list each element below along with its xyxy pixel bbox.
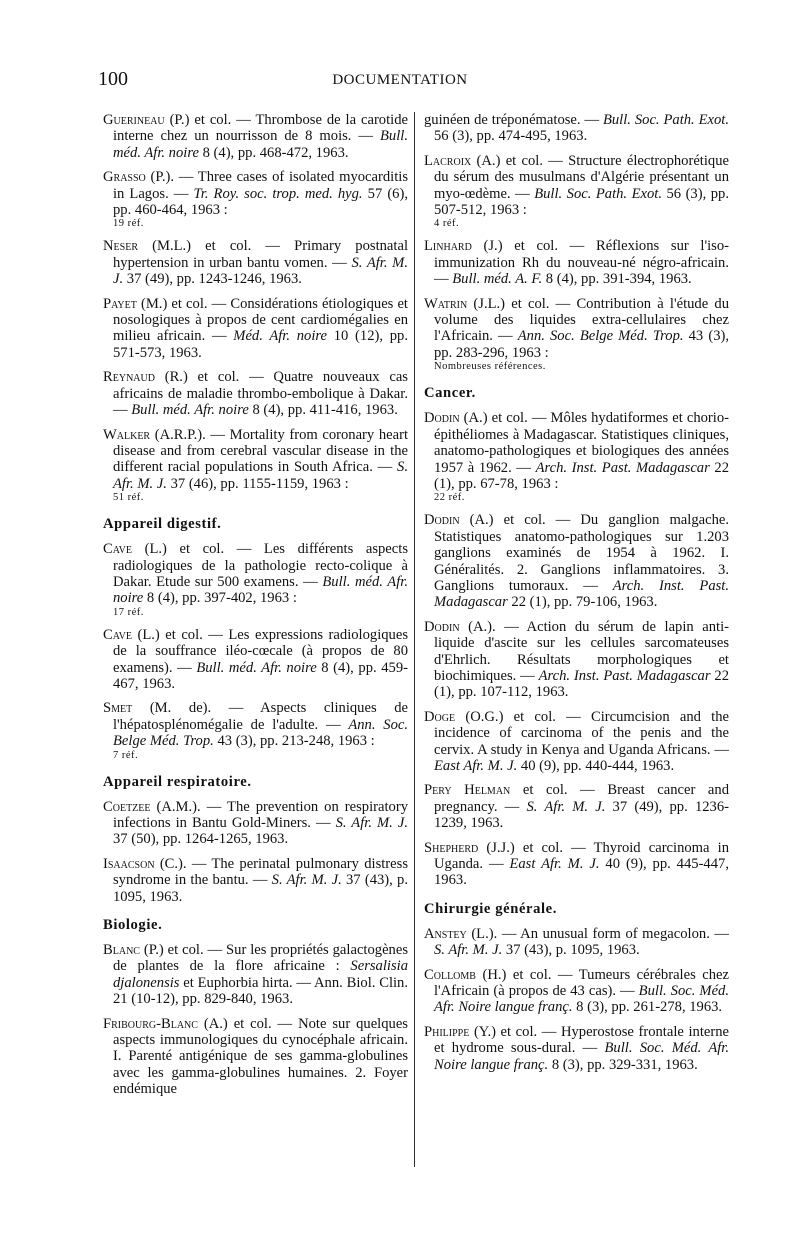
entry-journal: S. Afr. M. J. <box>113 459 408 492</box>
entry-author: Walker <box>103 426 151 443</box>
entry-author: Philippe <box>424 1023 470 1040</box>
entry-tail: 57 (6), pp. 460-464, 1963 : <box>113 185 408 219</box>
entry-tail: 56 (3), pp. 474-495, 1963. <box>434 128 588 145</box>
entry-journal: Bull. méd. Afr. noire <box>113 573 408 607</box>
entry-reference-count: 17 réf. <box>113 606 144 618</box>
bibliography-entry <box>103 238 408 287</box>
entry-text: (R.) et col. — Quatre nouveaux cas africains de maladie thrombo-embolique à Dakar. — <box>113 369 408 419</box>
entry-text: (L.) et col. — Les expressions radiologiques de la souffrance iléo-cœcale (à propos de 80 examens). — <box>113 626 408 676</box>
entry-reference-count: Nombreuses références. <box>434 361 546 373</box>
entry-author: Payet <box>103 295 137 312</box>
entry-journal: Sersalisia djalonensis <box>113 958 408 991</box>
entry-tail: 56 (3), pp. 507-512, 1963 : <box>434 185 729 219</box>
bibliography-entry <box>424 782 729 831</box>
entry-text: (P.) et col. — Thrombose de la carotide interne chez un nourrisson de 8 mois. — <box>113 112 408 145</box>
bibliography-entry <box>424 619 729 701</box>
entry-text: (A.) et col. — Du ganglion malgache. Statistiques anatomo-pathologiques sur 1.203 ganglions examinés de 1954 à 1962. I. Généralités. 2. Ganglions inflammatoires. 3. Ganglions tumoraux. — <box>434 512 729 594</box>
bibliography-entry <box>424 967 729 1016</box>
bibliography-entry <box>103 1016 408 1098</box>
entry-tail: 22 (1), pp. 107-112, 1963. <box>434 667 729 701</box>
bibliography-entry <box>103 369 408 418</box>
entry-journal: S. Afr. M. J. <box>335 815 408 831</box>
entry-author: Smet <box>103 700 133 717</box>
entry-text: (A.). — Action du sérum de lapin anti-liquide d'ascite sur les cellules sarcomateuses d'Ehrlich. Résultats morphologiques et biochimiques. — <box>434 618 729 684</box>
entry-journal: Méd. Afr. noire <box>233 328 327 345</box>
entry-text: (Y.) et col. — Hyperostose frontale interne et hydrome sous-dural. — <box>434 1023 729 1057</box>
bibliography-entry <box>424 926 729 959</box>
bibliography-entry <box>424 512 729 610</box>
entry-journal: Bull. Soc. Méd. Afr. Noire langue franç. <box>434 1040 729 1073</box>
entry-journal: Arch. Inst. Past. Madagascar <box>538 667 711 684</box>
entry-text: (J.L.) et col. — Contribution à l'étude du volume des liquides extra-cellulaires chez l'Africain. — <box>434 295 729 345</box>
entry-journal: East Afr. M. J. <box>434 758 518 774</box>
section-heading: Appareil respiratoire. <box>103 773 252 790</box>
bibliography-entry <box>424 1024 729 1073</box>
bibliography-entry <box>103 856 408 905</box>
entry-tail: 37 (43), p. 1095, 1963. <box>113 872 408 905</box>
entry-journal: Bull. méd. Afr. noire <box>196 659 317 676</box>
entry-journal: Bull. Soc. Path. Exot. <box>602 112 729 128</box>
entry-reference-count: 19 réf. <box>113 218 144 230</box>
section-heading: Appareil digestif. <box>103 516 222 533</box>
entry-text: (H.) et col. — Tumeurs cérébrales chez l'Africain (à propos de 43 cas). — <box>434 966 729 1000</box>
entry-text: (P.). — Three cases of isolated myocarditis in Lagos. — <box>113 169 408 202</box>
entry-tail: 8 (4), pp. 459-467, 1963. <box>113 659 408 692</box>
bibliography-entry <box>424 296 729 374</box>
entry-tail: et Euphorbia hirta. — Ann. Biol. Clin. 21 (10-12), pp. 829-840, 1963. <box>113 974 408 1008</box>
entry-tail: 37 (43), p. 1095, 1963. <box>502 942 640 959</box>
bibliography-entry <box>424 112 729 145</box>
bibliography-entry <box>103 112 408 161</box>
entry-author: Coetzee <box>103 798 151 815</box>
entry-tail: 10 (12), pp. 571-573, 1963. <box>113 328 408 361</box>
entry-tail: 22 (1), pp. 67-78, 1963 : <box>434 459 730 492</box>
entry-journal: Bull. Soc. Méd. Afr. Noire langue franç. <box>434 983 729 1016</box>
entry-author: Reynaud <box>103 369 155 386</box>
entry-journal: Bull. méd. A. F. <box>452 271 543 288</box>
entry-tail: 37 (49), pp. 1243-1246, 1963. <box>123 271 302 288</box>
entry-journal: Tr. Roy. soc. trop. med. hyg. <box>193 185 363 202</box>
bibliography-entry <box>103 799 408 848</box>
bibliography-entry <box>424 410 729 504</box>
entry-author: Linhard <box>424 238 472 255</box>
column-divider <box>414 112 415 1167</box>
entry-journal: Arch. Inst. Past. Madagascar <box>535 459 710 476</box>
entry-tail: 22 (1), pp. 79-106, 1963. <box>507 594 658 611</box>
bibliography-entry <box>103 169 408 230</box>
entry-text: (L.) et col. — Les différents aspects radiologiques de la pathologie recto-colique à Dakar. Etude sur 500 examens. — <box>113 541 408 590</box>
entry-text: (A.M.). — The prevention on respiratory infections in Bantu Gold-Miners. — <box>113 798 408 831</box>
entry-author: Dodin <box>424 512 460 529</box>
bibliography-entry <box>103 942 408 1008</box>
entry-text: guinéen de tréponématose. — <box>424 112 603 128</box>
entry-text: (P.) et col. — Sur les propriétés galactogènes de plantes de la flore africaine : <box>113 942 408 975</box>
bibliography-entry <box>103 427 408 505</box>
bibliography-entry <box>424 840 729 889</box>
section-heading: Biologie. <box>103 917 163 934</box>
bibliography-entry <box>103 296 408 362</box>
entry-author: Neser <box>103 238 138 255</box>
entry-journal: S. Afr. M. J. <box>271 872 342 889</box>
bibliography-entry <box>103 700 408 761</box>
entry-author: Grasso <box>103 169 146 186</box>
entry-tail: 43 (3), pp. 213-248, 1963 : <box>213 733 375 750</box>
entry-author: Cave <box>103 541 132 558</box>
entry-tail: 37 (46), pp. 1155-1159, 1963 : <box>166 475 349 492</box>
entry-tail: 43 (3), pp. 283-296, 1963 : <box>434 328 729 361</box>
entry-reference-count: 51 réf. <box>113 492 144 504</box>
entry-text: et col. — Breast cancer and pregnancy. — <box>434 782 729 815</box>
bibliography-entry <box>103 627 408 693</box>
bibliography-entry <box>424 153 729 231</box>
entry-journal: East Afr. M. J. <box>509 856 600 873</box>
entry-tail: 8 (4), pp. 468-472, 1963. <box>198 144 349 161</box>
entry-tail: 40 (9), pp. 445-447, 1963. <box>434 856 729 889</box>
entry-journal: Bull. méd. Afr. noire <box>131 402 249 419</box>
entry-tail: 8 (4), pp. 411-416, 1963. <box>248 402 398 419</box>
entry-tail: 8 (4), pp. 397-402, 1963 : <box>143 590 297 607</box>
entry-reference-count: 4 réf. <box>434 218 460 230</box>
bibliography-entry <box>424 238 729 287</box>
entry-author: Dodin <box>424 618 460 635</box>
entry-author: Lacroix <box>424 152 472 169</box>
entry-author: Isaacson <box>103 855 155 872</box>
entry-text: (C.). — The perinatal pulmonary distress syndrome in the bantu. — <box>113 855 408 889</box>
entry-author: Fribourg-Blanc <box>103 1015 198 1032</box>
entry-text: (L.). — An unusual form of megacolon. — <box>466 925 729 942</box>
entry-text: (J.J.) et col. — Thyroid carcinoma in Uganda. — <box>434 839 729 873</box>
entry-journal: S. Afr. M. J. <box>113 254 408 288</box>
entry-tail: 37 (49), pp. 1236-1239, 1963. <box>434 798 729 832</box>
right-column <box>424 112 729 1081</box>
entry-author: Shepherd <box>424 839 479 856</box>
entry-author: Cave <box>103 626 132 643</box>
entry-author: Watrin <box>424 295 468 312</box>
entry-text: (M. de). — Aspects cliniques de l'hépatosplénomégalie de l'adulte. — <box>113 700 408 733</box>
entry-text: (A.) et col. — Structure électrophorétique du sérum des musulmans d'Algérie présentant un myo-œdème. — <box>434 152 729 202</box>
entry-journal: Arch. Inst. Past. Madagascar <box>434 577 729 611</box>
entry-tail: 37 (50), pp. 1264-1265, 1963. <box>113 831 289 848</box>
entry-author: Collomb <box>424 966 476 983</box>
entry-reference-count: 22 réf. <box>434 492 465 504</box>
entry-text: (O.G.) et col. — Circumcision and the incidence of carcinoma of the penis and the cervix. A study in Kenya and Uganda Africans. — <box>434 708 729 758</box>
entry-journal: Ann. Soc. Belge Méd. Trop. <box>113 716 408 750</box>
entry-reference-count: 7 réf. <box>113 749 139 761</box>
entry-text: (A.R.P.). — Mortality from coronary heart disease and from cerebral vascular disease in the different racial populations in South Africa. — <box>113 426 408 476</box>
entry-text: (A.) et col. — Môles hydatiformes et chorio-épithéliomes à Madagascar. Statistiques cliniques, anatomo-pathologiques et biologiques des années 1957 à 1962. — <box>434 410 729 476</box>
entry-text: (J.) et col. — Réflexions sur l'iso-immunization Rh du nouveau-né négro-africain. — <box>434 238 729 288</box>
entry-text: (M.L.) et col. — Primary postnatal hypertension in urban bantu vomen. — <box>113 238 408 271</box>
entry-tail: 8 (3), pp. 261-278, 1963. <box>572 999 723 1016</box>
running-title: DOCUMENTATION <box>332 72 468 88</box>
bibliography-entry <box>424 709 729 775</box>
bibliography-entry <box>103 541 408 619</box>
entry-author: Doge <box>424 708 456 725</box>
entry-journal: Bull. méd. Afr. noire <box>113 128 408 161</box>
entry-author: Guerineau <box>103 112 165 128</box>
entry-tail: 8 (3), pp. 329-331, 1963. <box>548 1056 698 1073</box>
entry-tail: 40 (9), pp. 440-444, 1963. <box>517 758 675 774</box>
entry-author: Anstey <box>424 925 467 942</box>
entry-tail: 8 (4), pp. 391-394, 1963. <box>542 271 692 288</box>
entry-journal: S. Afr. M. J. <box>434 942 503 959</box>
entry-author: Blanc <box>103 942 140 959</box>
section-heading: Cancer. <box>424 385 476 402</box>
entry-journal: S. Afr. M. J. <box>526 798 606 815</box>
section-heading: Chirurgie générale. <box>424 900 557 917</box>
entry-text: (M.) et col. — Considérations étiologiques et nosologiques à propos de cent cardiomégalies en milieu africain. — <box>113 295 408 345</box>
entry-author: Pery Helman <box>424 782 511 799</box>
page-number: 100 <box>98 68 128 90</box>
entry-journal: Bull. Soc. Path. Exot. <box>534 185 662 202</box>
left-column <box>103 112 408 1106</box>
entry-journal: Ann. Soc. Belge Méd. Trop. <box>517 328 684 345</box>
entry-text: (A.) et col. — Note sur quelques aspects immunologiques du cynocéphale africain. I. Parenté antigénique de ses gamma-globulines avec les gamma-globulines humaines. 2. Foyer endémique <box>113 1015 408 1098</box>
entry-author: Dodin <box>424 410 460 427</box>
